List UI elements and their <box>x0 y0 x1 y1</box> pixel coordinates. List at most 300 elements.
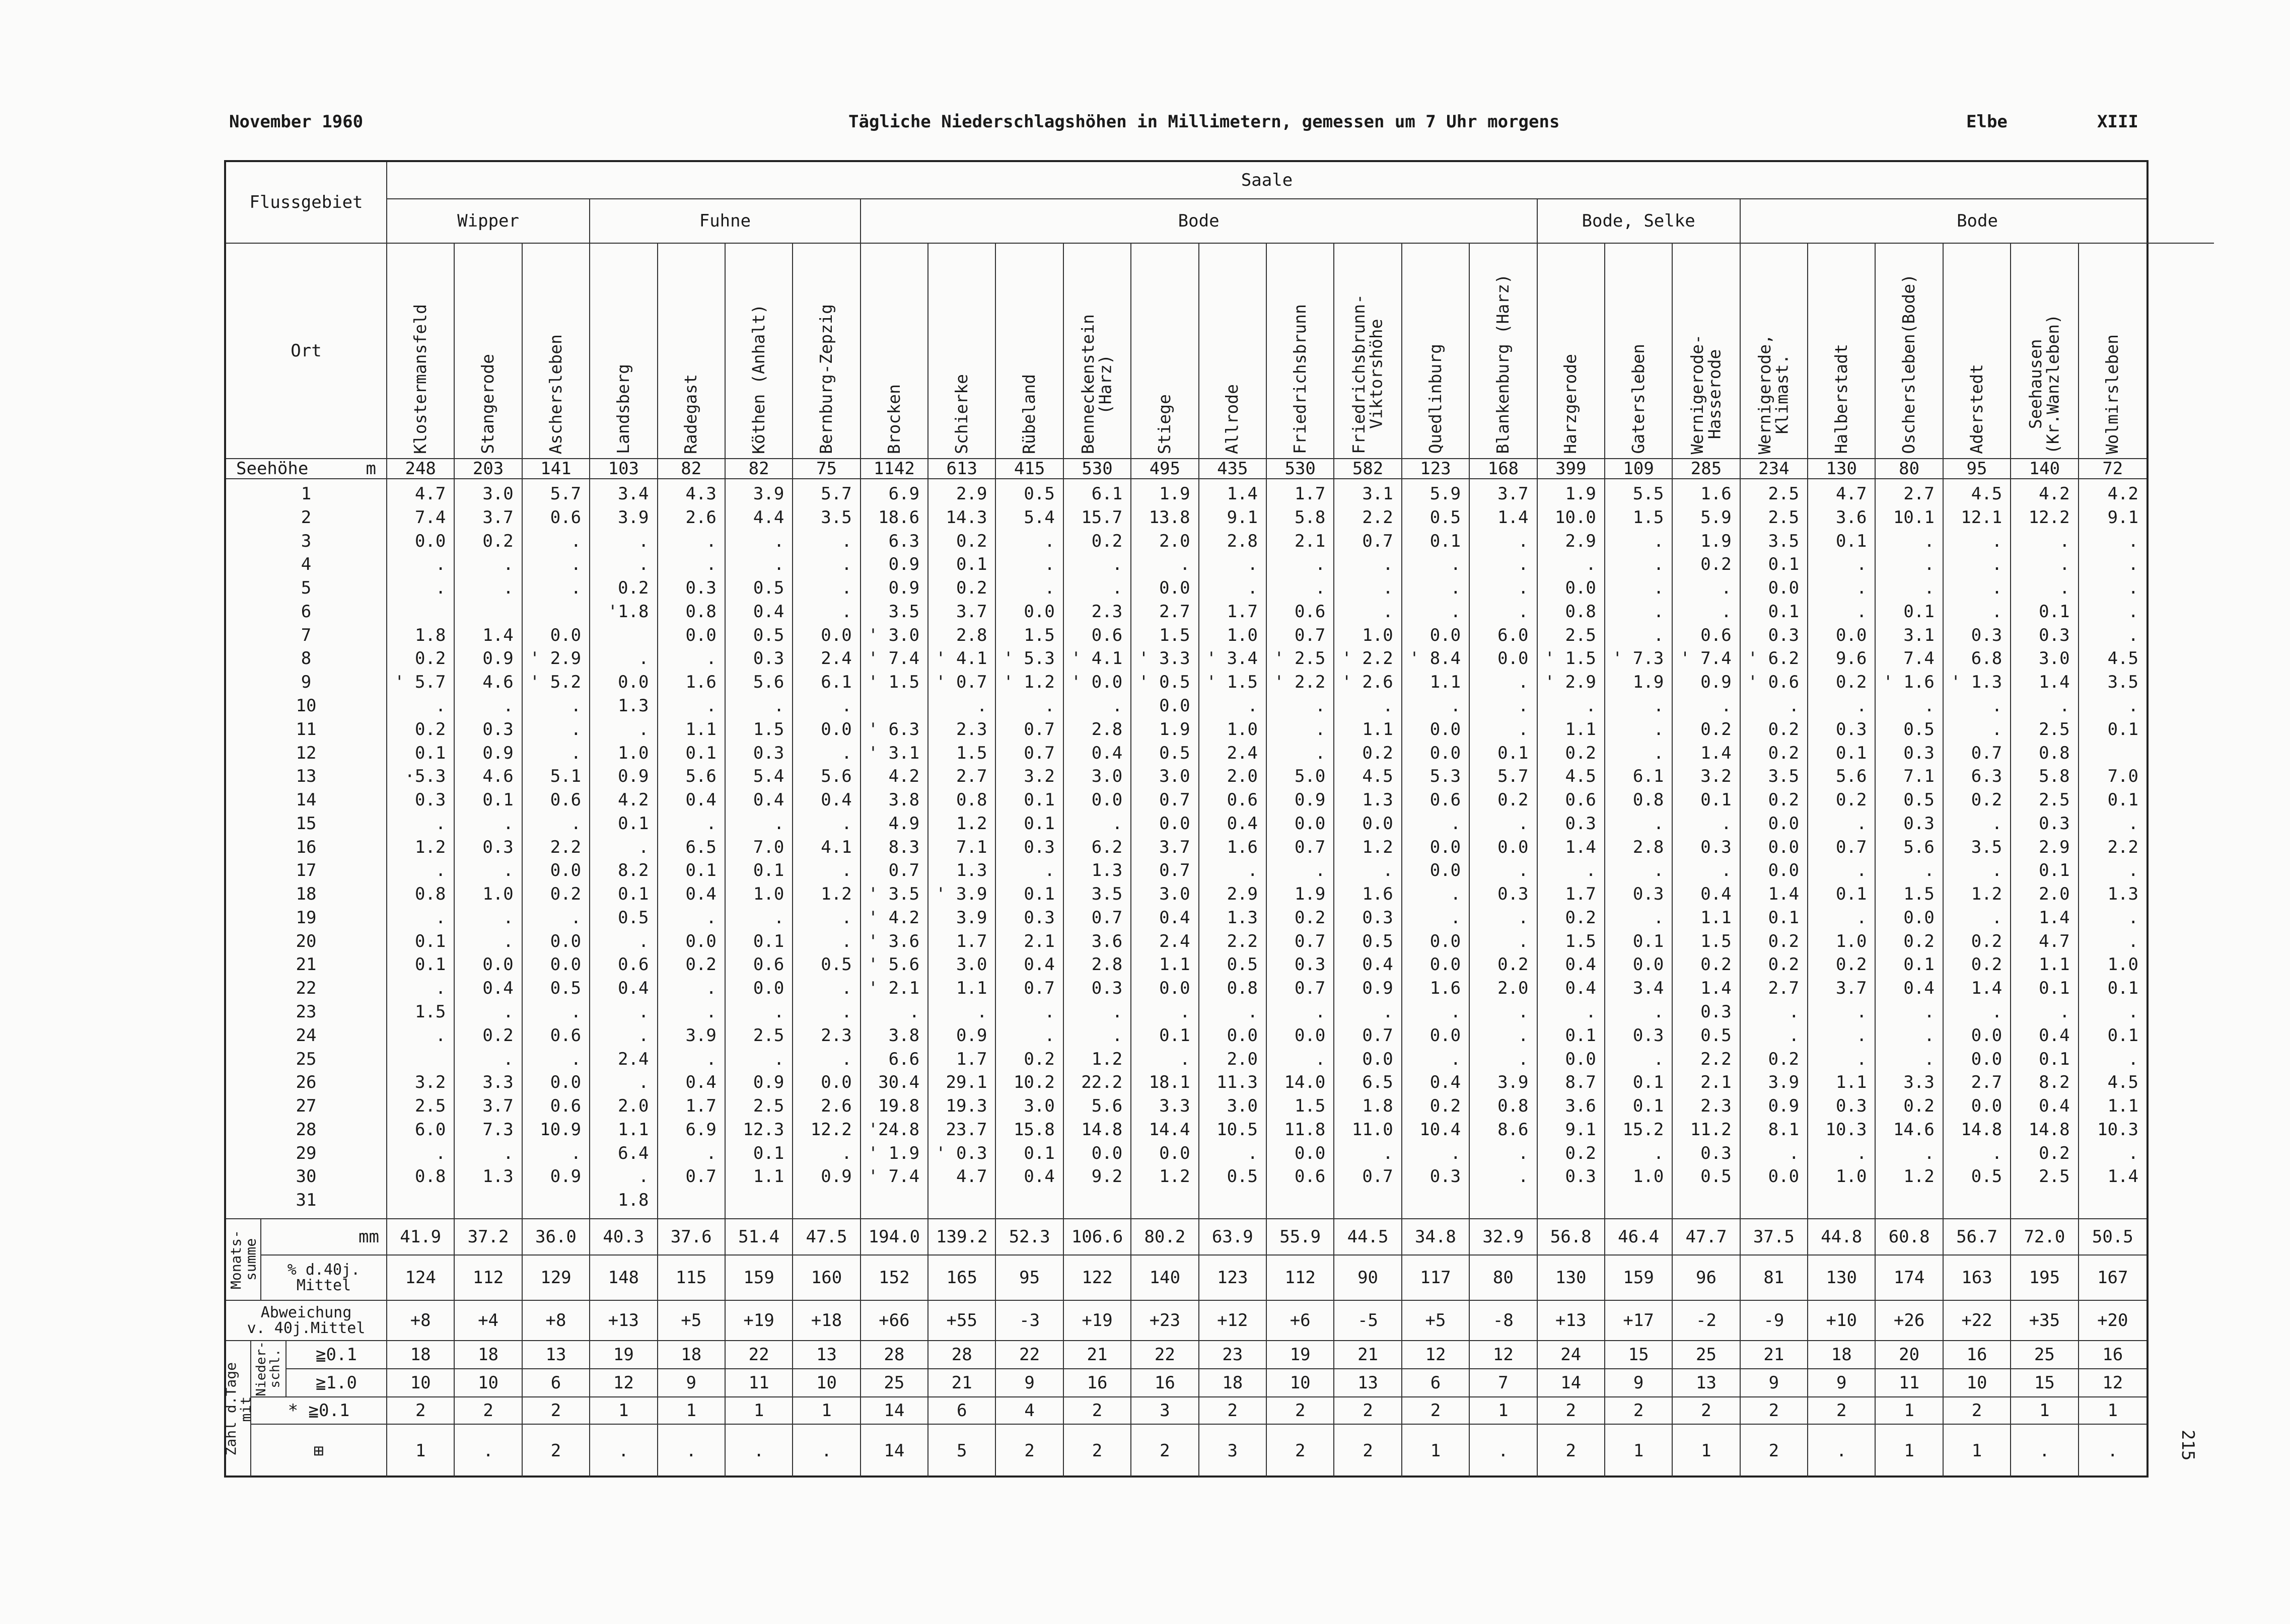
daily-value: 1.7 <box>956 1049 987 1069</box>
group-wipper: Wipper <box>387 199 590 244</box>
days-ge-0-1: 12 <box>1402 1341 1470 1369</box>
daily-value: 1.4 <box>1971 978 2002 999</box>
daily-value: 1.0 <box>753 884 784 905</box>
daily-value: 0.1 <box>2039 860 2070 881</box>
daily-value: 0.2 <box>1429 1096 1461 1117</box>
percent-of-mean: 195 <box>2011 1256 2079 1301</box>
daily-value: . <box>503 1049 514 1069</box>
daily-value: 1.1 <box>1362 719 1393 740</box>
days-ge-0-1: 25 <box>2011 1341 2079 1369</box>
daily-value: 0.6 <box>1091 625 1123 645</box>
daily-value: 2.4 <box>821 648 852 669</box>
daily-value: 0.0 <box>821 719 852 740</box>
daily-value: 3.9 <box>1497 1072 1529 1093</box>
daily-value: . <box>841 1049 852 1069</box>
station-name <box>2011 244 2079 459</box>
day-number: 4 <box>301 554 312 575</box>
daily-value: 0.6 <box>1429 790 1461 810</box>
daily-value: 0.4 <box>2039 1096 2070 1117</box>
daily-value: 0.0 <box>1294 813 1326 834</box>
station-daily-column <box>455 479 522 1219</box>
daily-value: 2.5 <box>414 1096 446 1117</box>
daily-value: 2.5 <box>753 1025 784 1046</box>
monthly-sum: 56.7 <box>1944 1219 2011 1256</box>
daily-value: 4.5 <box>2107 1072 2138 1093</box>
daily-value: 0.3 <box>1700 837 1732 857</box>
seehoehe-label <box>226 459 387 479</box>
daily-value: . <box>1924 578 1935 599</box>
daily-value: 0.4 <box>2039 1025 2070 1046</box>
snow-days: 1 <box>2079 1397 2146 1425</box>
days-ge-1-0: 9 <box>1808 1369 1876 1397</box>
daily-value: 0.7 <box>1362 1166 1393 1187</box>
daily-value: 1.1 <box>753 1166 784 1187</box>
daily-value: 0.4 <box>1903 978 1935 999</box>
snow-days: 2 <box>1944 1397 2011 1425</box>
daily-value: 0.0 <box>1159 578 1190 599</box>
station-name <box>455 244 522 459</box>
daily-value: 0.2 <box>1836 790 1867 810</box>
daily-value: '24.8 <box>868 1119 920 1140</box>
daily-value: 0.2 <box>550 884 582 905</box>
daily-value: . <box>1247 695 1258 716</box>
snow-days: 1 <box>1470 1397 1537 1425</box>
daily-value: 0.5 <box>1159 743 1190 763</box>
daily-value <box>1402 1190 1469 1211</box>
daily-value: 23.7 <box>946 1119 987 1140</box>
day-number: 6 <box>301 601 312 622</box>
daily-value: 0.7 <box>1836 837 1867 857</box>
daily-value: . <box>1924 554 1935 575</box>
daily-value: ' 1.5 <box>868 672 920 693</box>
days-ge-0-1: 21 <box>1064 1341 1131 1369</box>
daily-value: 0.2 <box>1971 931 2002 951</box>
percent-of-mean: 130 <box>1808 1256 1876 1301</box>
daily-value: ' 4.1 <box>936 648 987 669</box>
day-number: 19 <box>296 907 317 928</box>
monthly-sum: 106.6 <box>1064 1219 1131 1256</box>
daily-value: . <box>773 695 784 716</box>
daily-value: 5.0 <box>1294 766 1326 787</box>
snow-cover-days: 2 <box>1267 1425 1334 1477</box>
daily-value: 7.3 <box>482 1119 514 1140</box>
days-ge-1-0: 6 <box>1402 1369 1470 1397</box>
snow-days: 4 <box>996 1397 1063 1425</box>
daily-value: . <box>503 554 514 575</box>
monthly-sum: 51.4 <box>726 1219 793 1256</box>
daily-value: 1.9 <box>1294 884 1326 905</box>
daily-value: . <box>570 719 582 740</box>
daily-value: 1.0 <box>1227 719 1258 740</box>
daily-value: . <box>1450 578 1461 599</box>
daily-value: . <box>1856 860 1867 881</box>
daily-value: 0.7 <box>685 1166 717 1187</box>
percent-of-mean: 165 <box>928 1256 996 1301</box>
daily-value: 0.0 <box>1971 1049 2002 1069</box>
daily-value: 1.4 <box>1700 978 1732 999</box>
daily-value: 0.1 <box>414 743 446 763</box>
daily-value: 0.1 <box>1429 531 1461 551</box>
station-elevation: 80 <box>1876 459 1943 479</box>
station-name <box>726 244 793 459</box>
daily-value: 0.7 <box>1362 1025 1393 1046</box>
daily-value: 0.6 <box>550 507 582 528</box>
daily-value: 2.4 <box>618 1049 649 1069</box>
daily-value: ' 4.1 <box>1070 648 1123 669</box>
daily-value: 3.7 <box>1497 484 1529 504</box>
daily-value: 5.6 <box>1836 766 1867 787</box>
daily-value <box>1267 1190 1333 1211</box>
daily-value: 5.8 <box>2039 766 2070 787</box>
daily-value: 6.1 <box>821 672 852 693</box>
daily-value: 0.3 <box>1024 907 1055 928</box>
daily-value: 0.5 <box>1700 1166 1732 1187</box>
daily-value: 4.5 <box>1971 484 2002 504</box>
daily-value: 0.0 <box>550 1072 582 1093</box>
day-number: 1 <box>301 484 312 504</box>
daily-value: 0.1 <box>1632 931 1664 951</box>
station-name <box>793 244 861 459</box>
daily-value: . <box>706 1143 717 1163</box>
daily-value: . <box>841 813 852 834</box>
daily-value: . <box>1653 743 1664 763</box>
daily-value: 0.4 <box>753 790 784 810</box>
daily-value: 0.3 <box>1971 625 2002 645</box>
station-name <box>523 244 590 459</box>
daily-value: ' 3.1 <box>868 743 920 763</box>
daily-value: 3.4 <box>1632 978 1664 999</box>
daily-value: 0.5 <box>1903 719 1935 740</box>
monthly-sum: 60.8 <box>1876 1219 1943 1256</box>
daily-value: 1.9 <box>1700 531 1732 551</box>
daily-value: 0.8 <box>2039 743 2070 763</box>
daily-value: 1.4 <box>2107 1166 2138 1187</box>
daily-value: 10.1 <box>1893 507 1935 528</box>
daily-value: 0.9 <box>956 1025 987 1046</box>
daily-value: . <box>1450 1143 1461 1163</box>
daily-value: 0.4 <box>753 601 784 622</box>
daily-value <box>1538 1190 1604 1211</box>
station-daily-column <box>387 479 455 1219</box>
station-name-text: Köthen (Anhalt) <box>748 304 768 454</box>
daily-value: 2.0 <box>1227 1049 1258 1069</box>
daily-value: 0.0 <box>550 860 582 881</box>
monthly-sum: 40.3 <box>590 1219 658 1256</box>
daily-value: 0.4 <box>1159 907 1190 928</box>
daily-value: . <box>2128 813 2138 834</box>
daily-value: . <box>706 648 717 669</box>
station-daily-column <box>1470 479 1537 1219</box>
deviation: +66 <box>861 1301 928 1341</box>
daily-value: 0.1 <box>1700 790 1732 810</box>
snow-cover-days: . <box>1470 1425 1537 1477</box>
daily-value: 3.5 <box>1971 837 2002 857</box>
monthly-sum: 47.5 <box>793 1219 861 1256</box>
daily-value: 3.5 <box>821 507 852 528</box>
daily-value: . <box>638 837 649 857</box>
day-number: 7 <box>301 625 312 645</box>
daily-value: 0.1 <box>618 884 649 905</box>
daily-value: 0.1 <box>956 554 987 575</box>
daily-value <box>523 1190 589 1211</box>
daily-value: 0.3 <box>1768 625 1800 645</box>
deviation: +13 <box>590 1301 658 1341</box>
daily-value: 2.0 <box>1497 978 1529 999</box>
daily-value: 0.1 <box>2107 978 2138 999</box>
day-number: 5 <box>301 578 312 599</box>
daily-value: 1.4 <box>482 625 514 645</box>
daily-value: . <box>841 978 852 999</box>
station-daily-column <box>726 479 793 1219</box>
daily-value: 0.0 <box>685 931 717 951</box>
daily-value: 1.9 <box>1565 484 1596 504</box>
daily-value: 3.2 <box>414 1072 446 1093</box>
daily-value: . <box>2128 531 2138 551</box>
daily-value: 5.1 <box>550 766 582 787</box>
daily-value: 0.8 <box>1227 978 1258 999</box>
daily-value: 0.1 <box>1024 884 1055 905</box>
daily-value: 0.0 <box>1159 695 1190 716</box>
percent-of-mean: 160 <box>793 1256 861 1301</box>
zahl-tage-text: Zahl d.Tage mit <box>222 1362 254 1456</box>
station-daily-column <box>996 479 1063 1219</box>
daily-value: . <box>1924 695 1935 716</box>
station-name-text: Friedrichsbrunn- Viktorshöhe <box>1348 294 1386 454</box>
daily-value: 4.5 <box>1362 766 1393 787</box>
daily-value <box>1808 1190 1875 1211</box>
daily-value: 4.7 <box>1836 484 1867 504</box>
daily-value: 0.5 <box>1700 1025 1732 1046</box>
daily-value: 1.3 <box>956 860 987 881</box>
daily-value <box>2079 1190 2146 1211</box>
daily-value: 0.1 <box>753 931 784 951</box>
daily-value: . <box>841 1002 852 1022</box>
daily-value: 3.4 <box>618 484 649 504</box>
daily-value: 0.6 <box>1227 790 1258 810</box>
days-ge-0-1: 18 <box>658 1341 726 1369</box>
daily-value: 0.1 <box>1632 1072 1664 1093</box>
daily-value: 0.5 <box>1227 954 1258 975</box>
days-ge-1-0: 15 <box>2011 1369 2079 1397</box>
snow-cover-days: . <box>2107 1441 2118 1461</box>
daily-value: ' 2.1 <box>868 978 920 999</box>
percent-of-mean: 140 <box>1131 1256 1199 1301</box>
snow-days: 2 <box>1808 1397 1876 1425</box>
station-elevation: 613 <box>928 459 996 479</box>
daily-value: . <box>2128 554 2138 575</box>
days-ge-1-0: 13 <box>1673 1369 1740 1397</box>
daily-value: 1.5 <box>414 1002 446 1022</box>
daily-value: 0.0 <box>1768 1166 1800 1187</box>
daily-value: 1.1 <box>1700 907 1732 928</box>
daily-value: . <box>2059 1002 2070 1022</box>
snow-cover-days: 1 <box>1605 1425 1673 1477</box>
daily-value: 0.1 <box>2039 978 2070 999</box>
monthly-sum: 44.8 <box>1808 1219 1876 1256</box>
daily-value: 3.0 <box>1091 766 1123 787</box>
monthly-sum: 52.3 <box>996 1219 1063 1256</box>
daily-value: 1.4 <box>1565 837 1596 857</box>
daily-value: . <box>706 907 717 928</box>
snow-days: 2 <box>1064 1397 1131 1425</box>
daily-value: ' 7.4 <box>868 648 920 669</box>
daily-value: 0.2 <box>482 531 514 551</box>
daily-value: 0.9 <box>1700 672 1732 693</box>
daily-value: . <box>1856 907 1867 928</box>
daily-value: . <box>1924 1143 1935 1163</box>
daily-value: . <box>1180 1049 1190 1069</box>
daily-value: 5.4 <box>1024 507 1055 528</box>
daily-value: 0.1 <box>1768 601 1800 622</box>
days-ge-1-0: 16 <box>1064 1369 1131 1397</box>
daily-value: 2.8 <box>956 625 987 645</box>
daily-value: 14.0 <box>1284 1072 1326 1093</box>
daily-value: . <box>1991 531 2002 551</box>
daily-value: . <box>1383 578 1393 599</box>
daily-value: . <box>2059 554 2070 575</box>
deviation: +6 <box>1267 1301 1334 1341</box>
daily-value: 0.9 <box>888 578 920 599</box>
daily-value: . <box>1721 813 1732 834</box>
daily-value: . <box>976 1002 987 1022</box>
deviation: +18 <box>793 1301 861 1341</box>
daily-value: 10.4 <box>1419 1119 1461 1140</box>
daily-value: 0.0 <box>1565 1049 1596 1069</box>
daily-value: 0.3 <box>1903 743 1935 763</box>
daily-value: 0.0 <box>1091 1143 1123 1163</box>
daily-value: 1.2 <box>1971 884 2002 905</box>
daily-value: 6.3 <box>888 531 920 551</box>
daily-value: 1.0 <box>618 743 649 763</box>
daily-value: 0.3 <box>1836 1096 1867 1117</box>
daily-value: . <box>1518 860 1529 881</box>
station-daily-column <box>1605 479 1673 1219</box>
daily-value: 0.0 <box>1497 837 1529 857</box>
daily-value: 5.6 <box>1091 1096 1123 1117</box>
station-name <box>1064 244 1131 459</box>
snow-cover-days: . <box>455 1425 522 1477</box>
daily-value: 9.2 <box>1091 1166 1123 1187</box>
daily-value: 4.7 <box>414 484 446 504</box>
daily-value: . <box>1044 531 1055 551</box>
daily-value: . <box>1518 695 1529 716</box>
daily-value: 0.6 <box>550 1025 582 1046</box>
daily-value: 0.0 <box>753 978 784 999</box>
percent-of-mean: 122 <box>1064 1256 1131 1301</box>
daily-value: 1.2 <box>1091 1049 1123 1069</box>
day-number: 25 <box>296 1049 317 1069</box>
daily-value: 0.2 <box>1565 907 1596 928</box>
daily-value: ' 2.2 <box>1274 672 1326 693</box>
days-ge-1-0: 14 <box>1538 1369 1605 1397</box>
days-ge-0-1: 21 <box>1334 1341 1402 1369</box>
daily-value: 0.8 <box>1497 1096 1529 1117</box>
days-ge-1-0: 11 <box>1876 1369 1943 1397</box>
station-daily-column <box>1808 479 1876 1219</box>
daily-value: 4.9 <box>888 813 920 834</box>
station-daily-column <box>1944 479 2011 1219</box>
days-ge-1-0: 13 <box>1334 1369 1402 1397</box>
daily-value: 1.1 <box>618 1119 649 1140</box>
daily-value: ' 4.2 <box>868 907 920 928</box>
daily-value: 0.4 <box>1362 954 1393 975</box>
daily-value: 2.1 <box>1294 531 1326 551</box>
daily-value: . <box>1315 554 1326 575</box>
daily-value: 12.1 <box>1961 507 2002 528</box>
daily-value: 3.1 <box>1903 625 1935 645</box>
days-ge-0-1: 28 <box>928 1341 996 1369</box>
daily-value: 2.5 <box>1768 484 1800 504</box>
daily-value: 0.4 <box>821 790 852 810</box>
daily-value: 0.0 <box>1159 1143 1190 1163</box>
daily-value: 1.6 <box>1362 884 1393 905</box>
snow-days: 2 <box>1267 1397 1334 1425</box>
daily-value: 2.7 <box>1971 1072 2002 1093</box>
daily-value: 0.0 <box>414 531 446 551</box>
station-name <box>387 244 455 459</box>
monthly-sum: 32.9 <box>1470 1219 1537 1256</box>
daily-value: 1.1 <box>685 719 717 740</box>
daily-value: 3.3 <box>482 1072 514 1093</box>
daily-value: . <box>1112 578 1123 599</box>
daily-value: . <box>435 554 446 575</box>
percent-of-mean: 124 <box>387 1256 455 1301</box>
daily-value: ·5.3 <box>404 766 446 787</box>
daily-value: 2.5 <box>753 1096 784 1117</box>
daily-value: 2.6 <box>821 1096 852 1117</box>
station-elevation: 399 <box>1538 459 1605 479</box>
station-elevation: 582 <box>1334 459 1402 479</box>
daily-value: 0.0 <box>1429 1025 1461 1046</box>
daily-value: . <box>435 813 446 834</box>
daily-value: 1.5 <box>753 719 784 740</box>
daily-value: . <box>1856 813 1867 834</box>
daily-value: 4.5 <box>2107 648 2138 669</box>
monthly-sum: 80.2 <box>1131 1219 1199 1256</box>
daily-value: 6.6 <box>888 1049 920 1069</box>
daily-value: 1.6 <box>1700 484 1732 504</box>
daily-value: 11.8 <box>1284 1119 1326 1140</box>
station-name-text: Friedrichsbrunn <box>1290 304 1310 454</box>
station-daily-column <box>1267 479 1334 1219</box>
daily-value: 3.6 <box>1091 931 1123 951</box>
daily-value: 0.2 <box>1565 743 1596 763</box>
daily-value: 3.7 <box>1836 978 1867 999</box>
monthly-sum: 37.5 <box>1741 1219 1808 1256</box>
daily-value: . <box>1383 1143 1393 1163</box>
daily-value: 0.0 <box>482 954 514 975</box>
daily-value: . <box>2128 907 2138 928</box>
daily-value: 1.2 <box>956 813 987 834</box>
daily-value: . <box>1450 601 1461 622</box>
station-name-text: Brocken <box>884 384 904 454</box>
daily-value: . <box>1991 578 2002 599</box>
daily-value: . <box>570 1049 582 1069</box>
daily-value: . <box>1653 625 1664 645</box>
daily-value: 3.5 <box>1768 766 1800 787</box>
daily-value: . <box>1788 1143 1800 1163</box>
daily-value: . <box>773 813 784 834</box>
daily-value: 0.3 <box>1294 954 1326 975</box>
daily-value: . <box>435 578 446 599</box>
daily-value: . <box>1856 1143 1867 1163</box>
daily-value: 0.1 <box>1903 601 1935 622</box>
daily-value: 0.3 <box>414 790 446 810</box>
station-elevation: 109 <box>1605 459 1673 479</box>
daily-value: ' 0.5 <box>1138 672 1190 693</box>
daily-value: 29.1 <box>946 1072 987 1093</box>
daily-value: 0.1 <box>1903 954 1935 975</box>
